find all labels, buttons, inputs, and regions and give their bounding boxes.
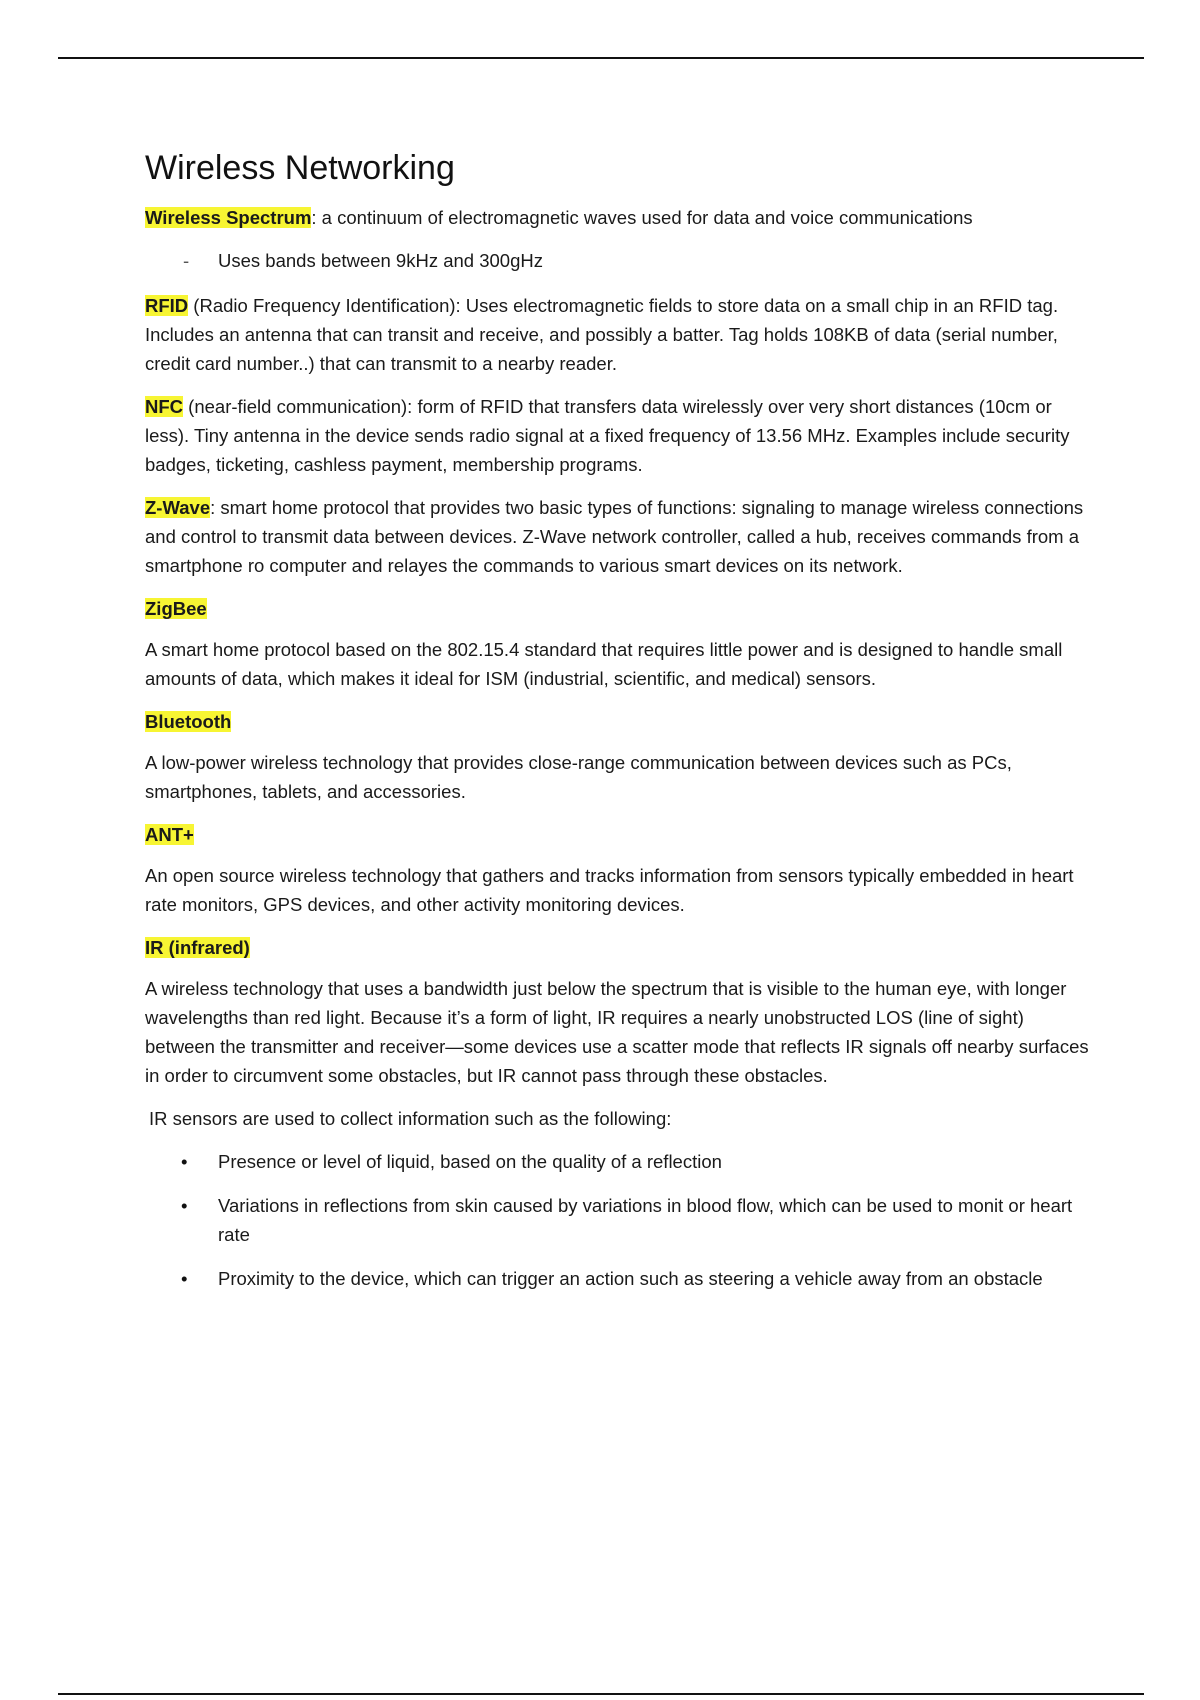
infrared-heading: IR (infrared)	[145, 937, 250, 958]
wireless-spectrum-term: Wireless Spectrum	[145, 207, 312, 228]
footer-rule	[58, 1693, 1144, 1695]
rfid-definition: (Radio Frequency Identification): Uses electromagnetic fields to store data on a small chip in an RFID tag. Includes an antenna that can transit and receive, and possibly a batter. Tag holds 108KB of data (serial number, credit card number..) that can transmit to a nearby reader.	[145, 295, 1059, 374]
wireless-spectrum-definition: : a continuum of electromagnetic waves used for data and voice communications	[311, 207, 973, 228]
document-body	[145, 147, 1090, 1309]
wireless-spectrum-paragraph	[145, 203, 1090, 232]
infrared-intro: IR sensors are used to collect information such as the following:	[149, 1108, 672, 1129]
antplus-body: An open source wireless technology that gathers and tracks information from sensors typically embedded in heart rate monitors, GPS devices, and other activity monitoring devices.	[145, 865, 1074, 915]
list-item: • Presence or level of liquid, based on the quality of a reflection	[145, 1147, 1090, 1176]
rfid-paragraph	[145, 291, 1090, 378]
zwave-definition: : smart home protocol that provides two basic types of functions: signaling to manage wireless connections and control to transmit data between devices. Z-Wave network controller, called a hub, receives commands from a smartphone ro computer and relayes the commands to various smart devices on its network.	[145, 497, 1084, 576]
wireless-spectrum-list	[145, 246, 1090, 275]
antplus-heading-line	[145, 820, 1090, 849]
list-item: • Variations in reflections from skin caused by variations in blood flow, which can be used to monit or heart rate	[145, 1191, 1090, 1249]
zigbee-heading-line	[145, 594, 1090, 623]
bluetooth-body: A low-power wireless technology that provides close-range communication between devices such as PCs, smartphones, tablets, and accessories.	[145, 752, 1012, 802]
infrared-sensor-list	[145, 1147, 1090, 1293]
zigbee-heading: ZigBee	[145, 598, 207, 619]
zwave-paragraph	[145, 493, 1090, 580]
bluetooth-heading: Bluetooth	[145, 711, 232, 732]
list-item: • Proximity to the device, which can trigger an action such as steering a vehicle away from an obstacle	[145, 1264, 1090, 1293]
zwave-term: Z-Wave	[145, 497, 211, 518]
zigbee-body: A smart home protocol based on the 802.15.4 standard that requires little power and is designed to handle small amounts of data, which makes it ideal for ISM (industrial, scientific, and medical) sensors.	[145, 639, 1063, 689]
antplus-heading: ANT+	[145, 824, 194, 845]
nfc-paragraph	[145, 392, 1090, 479]
nfc-definition: (near-field communication): form of RFID that transfers data wirelessly over very short distances (10cm or less). Tiny antenna in the device sends radio signal at a fixed frequency of 13.56 MHz. Examples include security badges, ticketing, cashless payment, membership programs.	[145, 396, 1070, 475]
page-title: Wireless Networking	[145, 149, 455, 187]
bluetooth-heading-line	[145, 707, 1090, 736]
infrared-body: A wireless technology that uses a bandwidth just below the spectrum that is visible to the human eye, with longer wavelengths than red light. Because it’s a form of light, IR requires a nearly unobstructed LOS (line of sight) between the transmitter and receiver—some devices use a scatter mode that reflects IR signals off nearby surfaces in order to circumvent some obstacles, but IR cannot pass through these obstacles.	[145, 978, 1089, 1086]
rfid-term: RFID	[145, 295, 189, 316]
infrared-heading-line	[145, 933, 1090, 962]
list-item: - Uses bands between 9kHz and 300gHz	[145, 246, 1090, 275]
header-rule	[58, 57, 1144, 59]
nfc-term: NFC	[145, 396, 184, 417]
